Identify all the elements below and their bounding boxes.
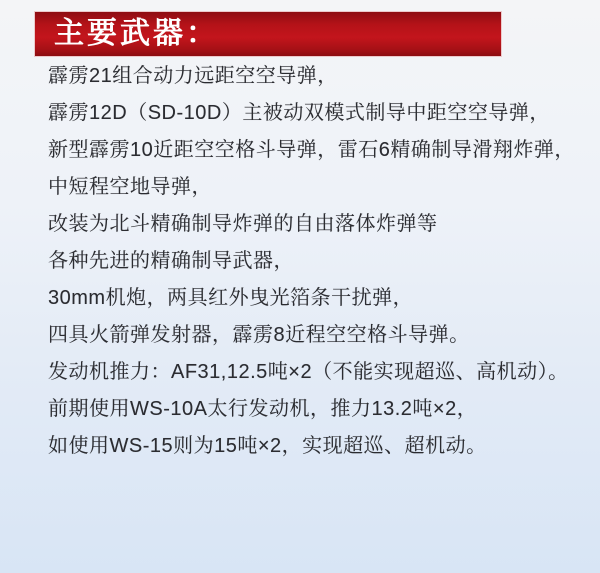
text-line: 各种先进的精确制导武器， <box>48 250 294 272</box>
text-line: 中短程空地导弹， <box>48 176 212 198</box>
section-header-banner <box>35 12 501 56</box>
text-line: 新型霹雳10近距空空格斗导弹，雷石6精确制导滑翔炸弹， <box>48 139 575 161</box>
section-title: 主要武器： <box>54 17 219 50</box>
text-line: 30mm机炮，两具红外曳光箔条干扰弹， <box>48 287 414 309</box>
text-line: 发动机推力：AF31,12.5吨×2（不能实现超巡、高机动）。 <box>48 361 569 383</box>
text-line: 改装为北斗精确制导炸弹的自由落体炸弹等 <box>48 213 438 235</box>
weapons-text-block <box>48 58 594 465</box>
text-line: 霹雳21组合动力远距空空导弹， <box>48 65 338 87</box>
text-line: 如使用WS-15则为15吨×2，实现超巡、超机动。 <box>48 435 487 457</box>
text-line: 四具火箭弹发射器，霹雳8近程空空格斗导弹。 <box>48 324 470 346</box>
text-line: 霹雳12D（SD-10D）主被动双模式制导中距空空导弹， <box>48 102 550 124</box>
text-line: 前期使用WS-10A太行发动机，推力13.2吨×2， <box>48 398 478 420</box>
